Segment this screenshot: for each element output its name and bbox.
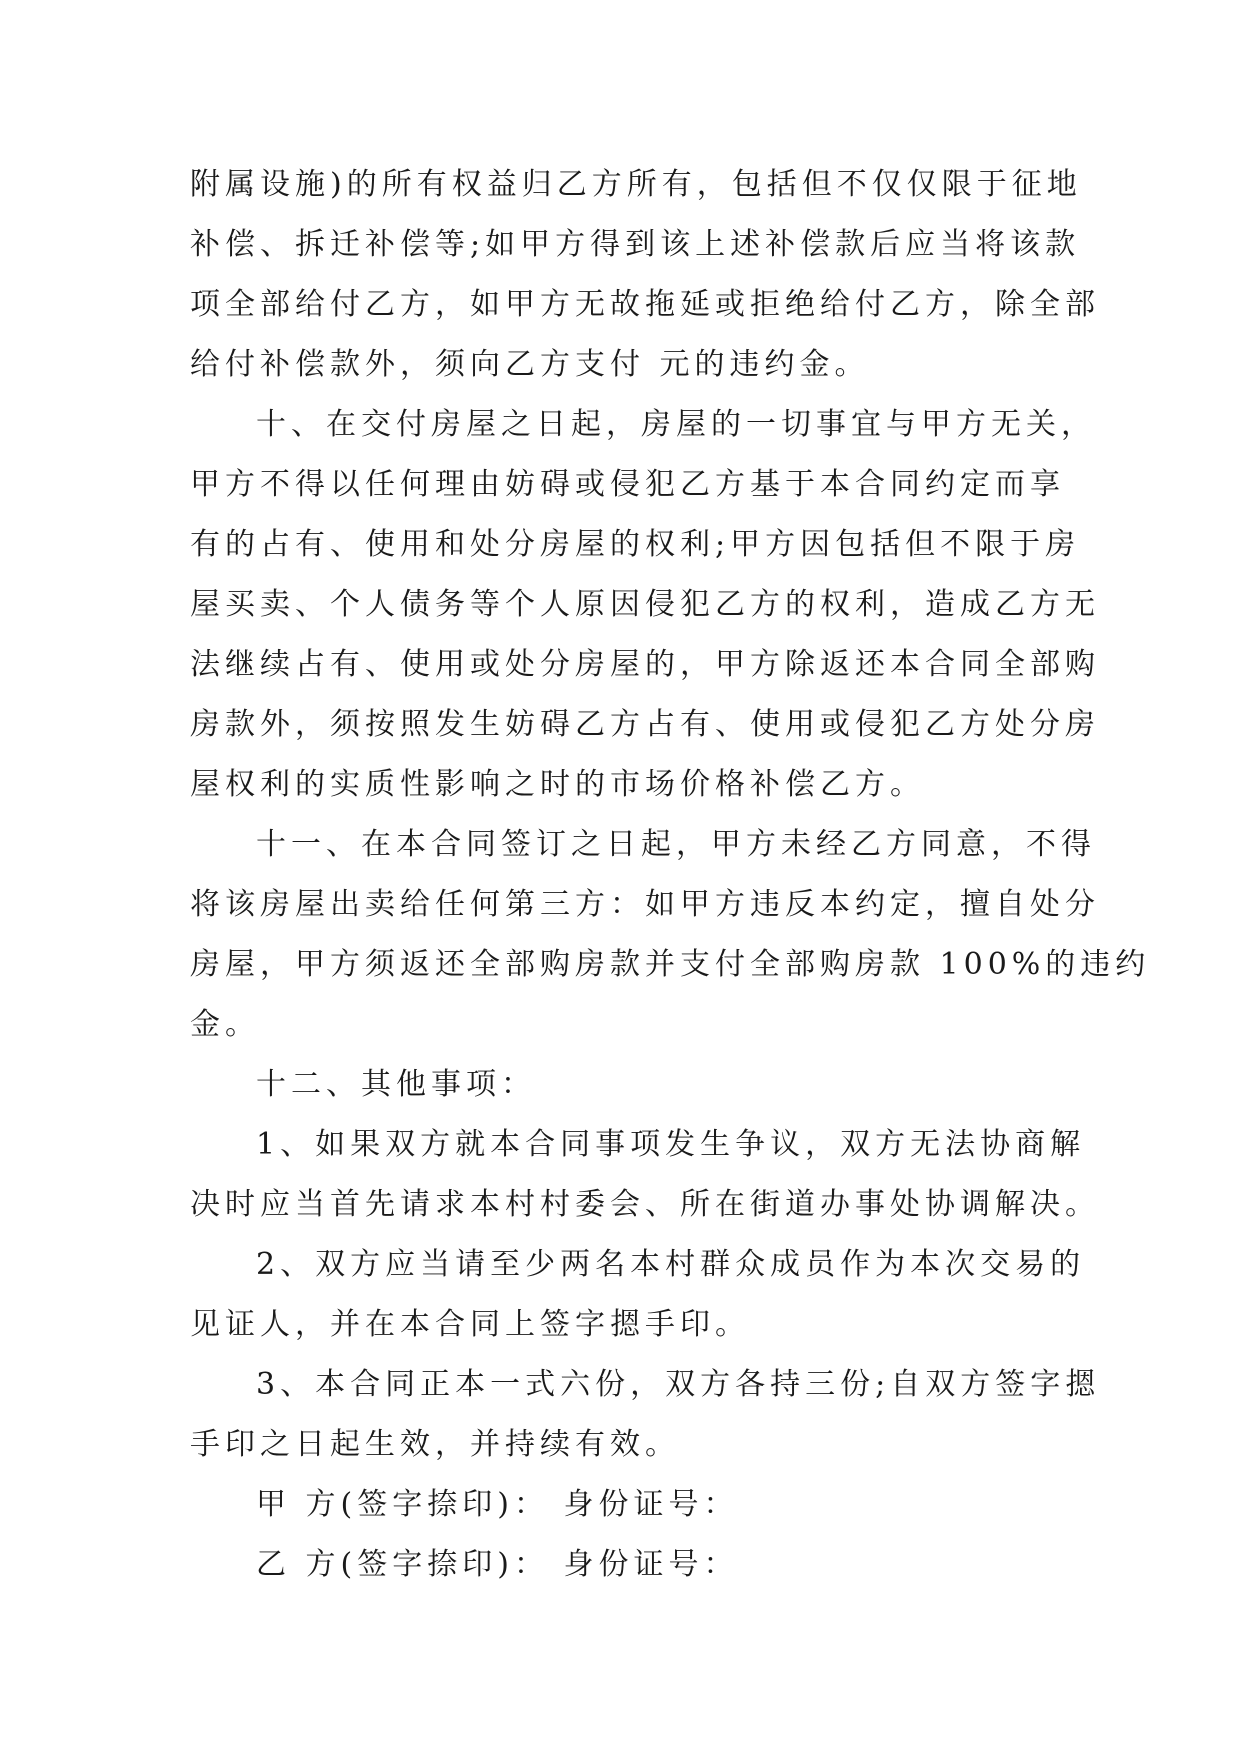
paragraph-line: 将该房屋出卖给任何第三方：如甲方违反本约定，擅自处分 <box>190 887 1100 922</box>
paragraph-line: 项全部给付乙方，如甲方无故拖延或拒绝给付乙方，除全部 <box>190 287 1100 322</box>
paragraph-line: 见证人，并在本合同上签字摁手印。 <box>190 1307 750 1342</box>
paragraph-line: 附属设施)的所有权益归乙方所有，包括但不仅仅限于征地 <box>190 167 1082 202</box>
party-a-signature-line: 甲 方(签字捺印)： 身份证号： <box>256 1487 739 1522</box>
paragraph-line: 金。 <box>190 1007 260 1042</box>
paragraph-line: 甲方不得以任何理由妨碍或侵犯乙方基于本合同约定而享 <box>190 467 1065 502</box>
sub-item-2: 2、双方应当请至少两名本村群众成员作为本次交易的 <box>256 1247 1086 1282</box>
sub-item-1: 1、如果双方就本合同事项发生争议，双方无法协商解 <box>256 1127 1086 1162</box>
clause-10-heading: 十、在交付房屋之日起，房屋的一切事宜与甲方无关， <box>256 407 1096 442</box>
paragraph-line: 给付补偿款外，须向乙方支付 元的违约金。 <box>190 347 870 382</box>
paragraph-line: 屋买卖、个人债务等个人原因侵犯乙方的权利，造成乙方无 <box>190 587 1100 622</box>
paragraph-line: 有的占有、使用和处分房屋的权利;甲方因包括但不限于房 <box>190 527 1081 562</box>
paragraph-line: 房款外，须按照发生妨碍乙方占有、使用或侵犯乙方处分房 <box>190 707 1100 742</box>
paragraph-line: 屋权利的实质性影响之时的市场价格补偿乙方。 <box>190 767 925 802</box>
clause-12-heading: 十二、其他事项： <box>256 1067 536 1102</box>
sub-item-3: 3、本合同正本一式六份，双方各持三份;自双方签字摁 <box>256 1367 1101 1402</box>
paragraph-line: 房屋，甲方须返还全部购房款并支付全部购房款 100%的违约 <box>190 947 1151 982</box>
clause-11-heading: 十一、在本合同签订之日起，甲方未经乙方同意，不得 <box>256 827 1096 862</box>
paragraph-line: 手印之日起生效，并持续有效。 <box>190 1427 680 1462</box>
paragraph-line: 法继续占有、使用或处分房屋的，甲方除返还本合同全部购 <box>190 647 1100 682</box>
paragraph-line: 补偿、拆迁补偿等;如甲方得到该上述补偿款后应当将该款 <box>190 227 1081 262</box>
paragraph-line: 决时应当首先请求本村村委会、所在街道办事处协调解决。 <box>190 1187 1100 1222</box>
party-b-signature-line: 乙 方(签字捺印)： 身份证号： <box>256 1547 739 1582</box>
